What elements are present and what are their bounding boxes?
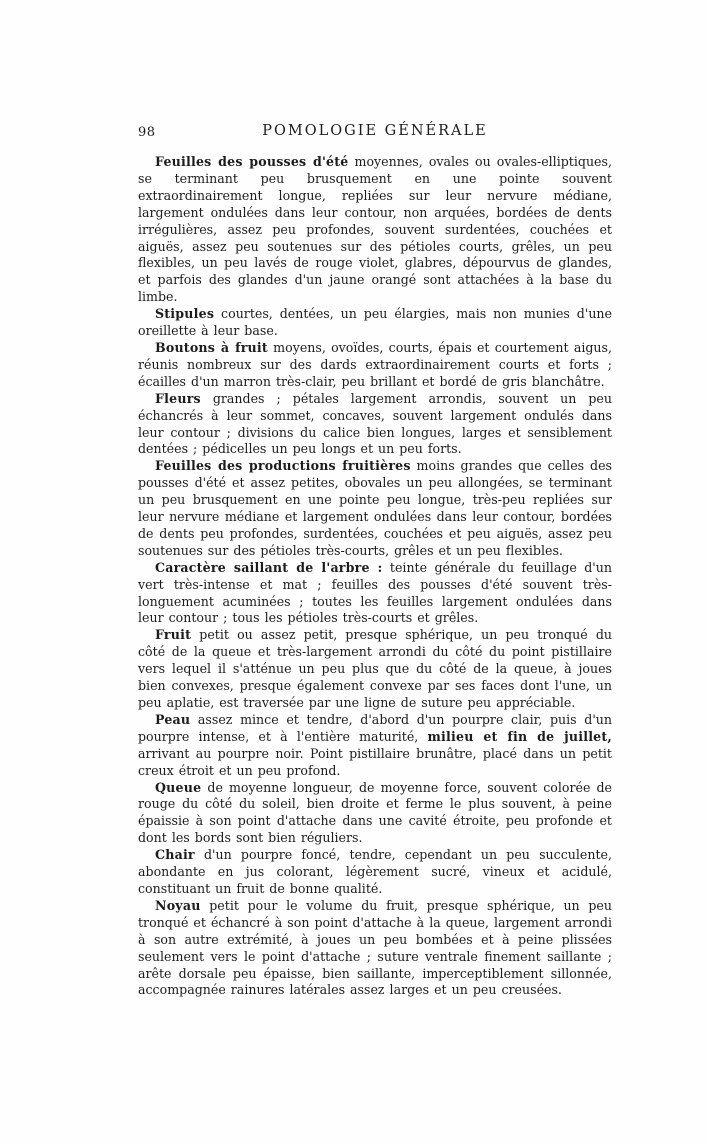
paragraph-noyau [138,898,612,999]
paragraph-text: teinte générale du feuillage d'un vert très-intense et mat ; feuilles des pousses d'été souvent très-longuement acuminées ; toutes les feuilles largement ondulées dans leur contour ; tous les pétioles très-courts et grêles. [138,559,612,626]
paragraph-text: courtes, dentées, un peu élargies, mais non munies d'une oreillette à leur base. [138,306,612,339]
paragraph-text: moyens, ovoïdes, courts, épais et courtement aigus, réunis nombreux sur des dards extraordinairement courts et forts ; écailles d'un marron très-clair, peu brillant et bordé de gris blanchâtre. [138,339,613,389]
paragraph-lead: Queue [155,779,202,795]
paragraph-text: petit pour le volume du fruit, presque sphérique, un peu tronqué et échancré à son point d'attache à la queue, largement arrondi à son autre extrémité, à joues un peu bombées et à peine plissées seulement vers le point d'attache ; suture ventrale finement saillante ; arête dorsale peu épaisse, bien saillante, imperceptiblement sillonnée, accompagnée rainures latérales assez larges et un peu creusées. [138,897,612,998]
paragraph-feuilles-productions [138,458,612,559]
paragraph-lead: Feuilles des productions fruitières [155,458,411,474]
running-title: POMOLOGIE GÉNÉRALE [262,123,488,139]
paragraph-text: assez mince et tendre, d'abord d'un pourpre clair, puis d'un pourpre intense, et à l'entière maturité, [138,711,612,744]
paragraph-lead: Noyau [155,897,201,913]
paragraph-lead: Feuilles des pousses d'été [155,154,349,169]
paragraph-text: arrivant au pourpre noir. Point pistillaire brunâtre, placé dans un petit creux étroit et un peu profond. [138,745,612,778]
paragraph-text: grandes ; pétales largement arrondis, souvent un peu échancrés à leur sommet, concaves, souvent largement ondulés dans leur contour ; divisions du calice bien longues, larges et sensiblement dentées ; pédicelles un peu longs et un peu forts. [138,390,612,457]
paragraph-peau [138,712,612,780]
paragraph-lead: Peau [155,711,191,727]
paragraph-lead: Boutons à fruit [155,339,268,355]
page-number: 98 [138,125,156,140]
paragraph-text: moins grandes que celles des pousses d'été et assez petites, obovales un peu allongées, se terminant un peu brusquement en une pointe peu longue, très-peu repliées sur leur nervure médiane et largement ondulées dans leur contour, bordées de dents peu profondes, surdentées, couchées et peu aiguës, assez peu soutenues sur des pétioles très-courts, grêles et un peu flexibles. [138,458,612,558]
paragraph-queue [138,780,612,848]
paragraph-fruit [138,627,612,712]
paragraph-stipules [138,306,612,340]
paragraph-feuilles-pousses [138,154,612,306]
page-body [138,154,612,999]
paragraph-lead: Stipules [155,306,215,322]
paragraph-caractere-saillant [138,560,612,628]
paragraph-text: petit ou assez petit, presque sphérique, un peu tronqué du côté de la queue et très-largement arrondi du côté du point pistillaire vers lequel il s'atténue un peu plus que du côté de la queue, à joues bien convexes, presque également convexe par ses faces dont l'une, un peu aplatie, est traversée par une ligne de suture peu appréciable. [138,627,612,710]
paragraph-text: de moyenne longueur, de moyenne force, souvent colorée de rouge du côté du soleil, bien droite et ferme le plus souvent, à peine épaissie à son point d'attache dans une cavité étroite, peu profonde et dont les bords sont bien réguliers. [138,779,612,846]
paragraph-fleurs [138,391,612,459]
paragraph-text: d'un pourpre foncé, tendre, cependant un peu succulente, abondante en jus colorant, légèrement sucré, vineux et acidulé, constituant un fruit de bonne qualité. [138,847,612,896]
ripening-period-bold: milieu et fin de juillet, [427,728,612,744]
paragraph-text: moyennes, ovales ou ovales-elliptiques, se terminant peu brusquement en une pointe souvent extraordinairement longue, repliées sur leur nervure médiane, largement ondulées dans leur contour, non arquées, bordées de dents irrégulières, assez peu profondes, souvent surdentées, couchées et aiguës, assez peu soutenues sur des pétioles courts, grêles, un peu flexibles, un peu lavés de rouge violet, glabres, dépourvus de glandes, et parfois des glandes d'un jaune orangé sont attachées à la base du limbe. [138,154,612,305]
paragraph-lead: Caractère saillant de l'arbre : [155,559,383,575]
paragraph-boutons-a-fruit [138,340,612,391]
paragraph-lead: Fruit [155,627,192,643]
paragraph-lead: Fleurs [155,390,201,406]
page-header [138,123,612,143]
paragraph-lead: Chair [155,847,195,863]
paragraph-chair [138,847,612,898]
